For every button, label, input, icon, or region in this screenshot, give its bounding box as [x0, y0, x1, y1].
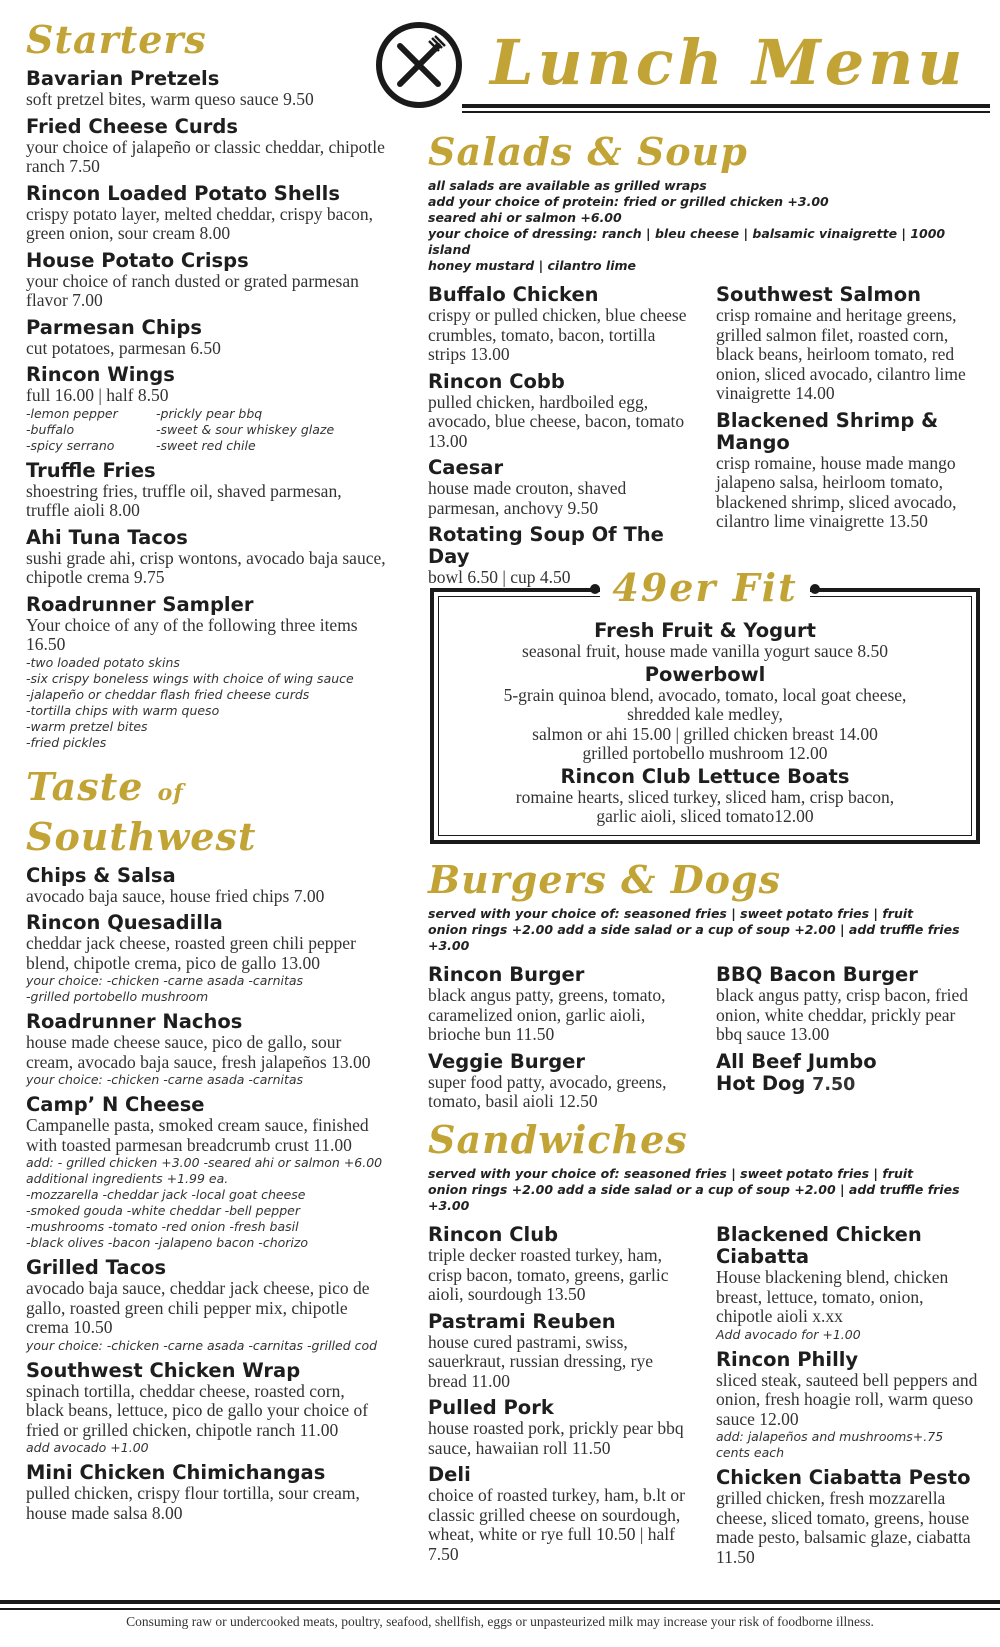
salads-notes [428, 178, 988, 274]
item-desc: cheddar jack cheese, roasted green chili pepper blend, chipotle crema, pico de gallo 13.00 [26, 933, 356, 973]
item-note: -black olives -bacon -jalapeno bacon -chorizo [26, 1235, 309, 1250]
item-desc: House blackening blend, chicken breast, lettuce, tomato, onion, chipotle aioli x.xx [716, 1267, 949, 1326]
item-name: Rincon Philly [716, 1347, 859, 1371]
fork-knife-icon [376, 22, 462, 108]
item-name: Roadrunner Nachos [26, 1010, 243, 1033]
burgers-left [428, 958, 696, 1114]
item-name: Powerbowl [644, 662, 766, 686]
burgers-right [716, 958, 984, 1114]
item-desc: house made cheese sauce, pico de gallo, sour cream, avocado baja sauce, fresh jalapeños 13.00 [26, 1032, 371, 1072]
item-desc: black angus patty, greens, tomato, caramelized onion, garlic aioli, brioche bun 11.50 [428, 985, 666, 1044]
item-desc: crisp romaine and heritage greens, grilled salmon filet, roasted corn, black beans, heirloom tomato, red onion, sliced avocado, cilantro lime vinaigrette 14.00 [716, 305, 966, 403]
item-note: additional ingredients +1.99 ea. [26, 1171, 229, 1186]
menu-item [26, 250, 386, 311]
menu-item [716, 410, 984, 532]
item-desc: house roasted pork, prickly pear bbq sauce, hawaiian roll 11.50 [428, 1418, 684, 1458]
item-desc: Your choice of any of the following three items 16.50 [26, 614, 358, 654]
menu-item [434, 620, 976, 662]
item-name: Blackened Chicken Ciabatta [716, 1223, 922, 1268]
section-note: -buffalo [26, 421, 75, 437]
item-desc: sushi grade ahi, crisp wontons, avocado baja sauce, chipotle crema 9.75 [26, 547, 386, 587]
menu-item [434, 664, 976, 764]
section-note: -spicy serrano [26, 437, 115, 453]
section-note: -six crispy boneless wings with choice of wing sauce [26, 670, 354, 686]
menu-item [26, 68, 386, 110]
item-name: Rincon Club Lettuce Boats [560, 764, 850, 788]
southwest-title-b: Southwest [26, 813, 257, 859]
item-name: Parmesan Chips [26, 315, 202, 339]
menu-item [716, 1224, 984, 1343]
item-desc: sliced steak, sauteed bell peppers and onion, fresh hoagie roll, warm queso sauce 12.00 [716, 1369, 978, 1429]
section-note: honey mustard | cilantro lime [428, 258, 636, 273]
item-note: add: - grilled chicken +3.00 -seared ahi or salmon +6.00 [26, 1155, 383, 1170]
footer-divider [0, 1600, 1000, 1604]
menu-item [428, 964, 696, 1045]
item-desc: house cured pastrami, swiss, sauerkraut, russian dressing, rye bread 11.00 [428, 1331, 654, 1391]
title-divider-thin [462, 111, 990, 113]
menu-item [26, 912, 386, 1005]
wing-flavors-left [26, 406, 138, 454]
menu-item [434, 766, 976, 827]
item-name: Southwest Chicken Wrap [26, 1358, 301, 1382]
item-desc: spinach tortilla, cheddar cheese, roasted corn, black beans, lettuce, pico de gallo your choice of fried or grilled chicken, chipotle ranch 11.00 [26, 1380, 369, 1440]
section-note: served with your choice of: seasoned fries | sweet potato fries | fruit [428, 1166, 914, 1181]
section-note: -two loaded potato skins [26, 654, 180, 670]
item-desc: black angus patty, crisp bacon, fried onion, white cheddar, prickly pear bbq sauce 13.00 [716, 985, 969, 1044]
item-desc: grilled chicken, fresh mozzarella cheese, sliced tomato, greens, house made pesto, balsamic glaze, ciabatta 11.50 [716, 1488, 971, 1567]
menu-item [716, 1467, 984, 1567]
starters-list [26, 68, 386, 358]
left-column [26, 18, 386, 1525]
salads-title: Salads & Soup [428, 129, 748, 174]
section-note: -prickly pear bbq [156, 405, 263, 421]
menu-item [716, 284, 984, 404]
section-note: onion rings +2.00 add a side salad or a cup of soup +2.00 | add truffle fries +3.00 [428, 1182, 960, 1213]
item-desc: crisp romaine, house made mango jalapeno salsa, heirloom tomato, blackened shrimp, sliced avocado, cilantro lime vinaigrette 13.50 [716, 452, 957, 531]
sandwiches-columns [428, 1218, 988, 1569]
menu-item [428, 284, 696, 365]
item-desc: pulled chicken, hardboiled egg, avocado, blue cheese, bacon, tomato 13.00 [428, 391, 685, 451]
item-desc: crispy or pulled chicken, blue cheese crumbles, tomato, bacon, tortilla strips 13.00 [428, 305, 687, 364]
section-note: seared ahi or salmon +6.00 [428, 210, 622, 225]
title-divider [462, 104, 990, 108]
item-desc-line: salmon or ahi 15.00 | grilled chicken breast 14.00 [532, 723, 878, 744]
item-name: Buffalo Chicken [428, 283, 599, 306]
section-note: -jalapeño or cheddar flash fried cheese curds [26, 686, 310, 702]
menu-item [26, 364, 386, 454]
burgers-title: Burgers & Dogs [428, 857, 781, 902]
item-note: your choice: -chicken -carne asada -carnitas -grilled cod [26, 1337, 378, 1353]
item-desc: Campanelle pasta, smoked cream sauce, finished with toasted parmesan breadcrumb crust 11.00 [26, 1115, 369, 1155]
section-note: -sweet & sour whiskey glaze [156, 421, 335, 437]
southwest-title-a: Taste [26, 763, 144, 809]
item-name: Caesar [428, 456, 504, 479]
item-desc-line: seasonal fruit, house made vanilla yogurt sauce 8.50 [522, 641, 888, 661]
item-desc: your choice of jalapeño or classic cheddar, chipotle ranch 7.50 [26, 136, 385, 176]
menu-item [716, 1051, 984, 1096]
burgers-columns [428, 958, 988, 1114]
menu-item [26, 1257, 386, 1354]
section-note: your choice of dressing: ranch | bleu cheese | balsamic vinaigrette | 1000 island [428, 226, 946, 257]
sandwiches-notes [428, 1166, 988, 1214]
item-name: Pulled Pork [428, 1396, 554, 1419]
item-desc: house made crouton, shaved parmesan, anchovy 9.50 [428, 478, 627, 518]
menu-item [26, 460, 386, 521]
fit-title-wrap [600, 560, 810, 616]
item-desc: super food patty, avocado, greens, tomato, basil aioli 12.50 [428, 1071, 667, 1111]
item-name: All Beef Jumbo [716, 1049, 877, 1073]
item-note: -grilled portobello mushroom [26, 989, 209, 1004]
starters-list-2 [26, 460, 386, 588]
section-note: add your choice of protein: fried or grilled chicken +3.00 [428, 194, 829, 209]
menu-item [26, 527, 386, 588]
sandwiches-title: Sandwiches [428, 1117, 688, 1162]
item-name: Fresh Fruit & Yogurt [594, 619, 816, 642]
item-name: Fried Cheese Curds [26, 114, 238, 138]
item-note: -mozzarella -cheddar jack -local goat cheese [26, 1187, 306, 1202]
item-name: Pastrami Reuben [428, 1309, 616, 1333]
sampler-notes [26, 655, 386, 751]
item-name: House Potato Crisps [26, 248, 249, 272]
southwest-title [26, 765, 386, 859]
menu-item [26, 1094, 386, 1251]
section-note: onion rings +2.00 add a side salad or a cup of soup +2.00 | add truffle fries +3.00 [428, 922, 960, 953]
sandwiches-section [428, 1118, 988, 1569]
item-desc: avocado baja sauce, house fried chips 7.00 [26, 885, 325, 906]
salads-section [428, 130, 988, 590]
menu-item [716, 964, 984, 1045]
item-desc: full 16.00 | half 8.50 [26, 385, 169, 405]
wing-flavors [26, 406, 386, 454]
menu-item [26, 1011, 386, 1088]
menu-item [428, 457, 696, 518]
menu-item [26, 116, 386, 177]
item-desc: triple decker roasted turkey, ham, crisp bacon, tomato, greens, garlic aioli, sourdough 13.50 [428, 1245, 669, 1304]
item-desc: choice of roasted turkey, ham, b.lt or classic grilled cheese on sourdough, wheat, white or rye full 10.50 | half 7.50 [428, 1485, 685, 1564]
item-name: Southwest Salmon [716, 283, 921, 306]
southwest-list [26, 865, 386, 1524]
salads-right [716, 278, 984, 590]
fit-box [430, 588, 980, 844]
item-name: Camp’ N Cheese [26, 1093, 205, 1116]
menu-item [26, 865, 386, 907]
item-desc: soft pretzel bites, warm queso sauce 9.50 [26, 89, 314, 109]
item-name-line2 [716, 1073, 984, 1096]
menu-item [428, 1464, 696, 1564]
fit-title: 49er Fit [612, 565, 798, 610]
item-desc-line: garlic aioli, sliced tomato12.00 [596, 806, 814, 826]
southwest-title-of: of [157, 779, 184, 806]
item-desc-line: 5-grain quinoa blend, avocado, tomato, local goat cheese, [503, 684, 907, 705]
item-desc-line: grilled portobello mushroom 12.00 [582, 743, 828, 763]
item-note: -smoked gouda -white cheddar -bell pepper [26, 1203, 300, 1218]
footer-divider-thin [0, 1608, 1000, 1610]
item-note: Add avocado for +1.00 [716, 1326, 861, 1342]
item-name: Veggie Burger [428, 1049, 586, 1073]
section-note: served with your choice of: seasoned fries | sweet potato fries | fruit [428, 906, 914, 921]
menu-item [428, 1397, 696, 1458]
fit-list [434, 618, 976, 829]
sandwiches-right [716, 1218, 984, 1569]
sandwiches-left [428, 1218, 696, 1569]
item-name: Rotating Soup Of The Day [428, 523, 664, 568]
item-name: Deli [428, 1463, 471, 1486]
fit-title-dot-left [590, 584, 600, 594]
item-note: cents each [716, 1445, 785, 1460]
menu-item [428, 1224, 696, 1305]
item-note: your choice: -chicken -carne asada -carnitas [26, 1072, 304, 1087]
starters-title: Starters [26, 17, 207, 62]
item-note: your choice: -chicken -carne asada -carnitas [26, 973, 304, 988]
menu-item [26, 1360, 386, 1457]
item-name: Roadrunner Sampler [26, 592, 254, 616]
salads-columns [428, 278, 988, 590]
item-desc: avocado baja sauce, cheddar jack cheese, pico de gallo, roasted green chili pepper mix, chipotle crema 10.50 [26, 1278, 370, 1337]
burgers-notes [428, 906, 988, 954]
menu-item [26, 1462, 386, 1523]
item-name: Chips & Salsa [26, 863, 176, 887]
menu-item [428, 1051, 696, 1112]
fit-title-dot-right [810, 584, 820, 594]
item-name: Rincon Loaded Potato Shells [26, 181, 340, 205]
hotdog-name: Hot Dog [716, 1071, 806, 1095]
item-note: add avocado +1.00 [26, 1440, 149, 1455]
page-title: Lunch Menu [490, 26, 967, 99]
item-name: Blackened Shrimp & Mango [716, 408, 939, 454]
hotdog-price: 7.50 [812, 1074, 856, 1095]
section-note: -lemon pepper [26, 405, 118, 421]
salads-left [428, 278, 696, 590]
item-name: Rincon Club [428, 1223, 559, 1246]
item-name: Grilled Tacos [26, 1256, 167, 1279]
menu-item [716, 1349, 984, 1462]
item-name: Truffle Fries [26, 458, 156, 482]
section-note: -tortilla chips with warm queso [26, 702, 220, 718]
item-name: Chicken Ciabatta Pesto [716, 1466, 971, 1489]
item-name: Ahi Tuna Tacos [26, 525, 188, 549]
item-desc: bowl 6.50 | cup 4.50 [428, 567, 571, 587]
section-note: all salads are available as grilled wraps [428, 178, 707, 193]
item-desc: crispy potato layer, melted cheddar, crispy bacon, green onion, sour cream 8.00 [26, 203, 374, 243]
item-name: Mini Chicken Chimichangas [26, 1461, 326, 1484]
item-note: add: jalapeños and mushrooms+.75 [716, 1429, 944, 1444]
menu-item [428, 371, 696, 452]
item-desc: pulled chicken, crispy flour tortilla, sour cream, house made salsa 8.00 [26, 1483, 360, 1523]
section-note: -warm pretzel bites [26, 718, 148, 734]
item-name: Rincon Quesadilla [26, 911, 223, 934]
menu-item [26, 183, 386, 244]
item-desc-line: romaine hearts, sliced turkey, sliced ham, crisp bacon, [515, 786, 895, 807]
item-name: Rincon Cobb [428, 369, 565, 393]
item-name: BBQ Bacon Burger [716, 963, 918, 986]
section-note: -sweet red chile [156, 437, 256, 453]
menu-item [26, 317, 386, 359]
item-note: -mushrooms -tomato -red onion -fresh basil [26, 1219, 299, 1234]
menu-item [26, 594, 386, 751]
footer-disclaimer: Consuming raw or undercooked meats, poultry, seafood, shellfish, eggs or unpasteurized milk may increase your risk of foodborne illness. [126, 1614, 874, 1629]
wing-flavors-right [156, 406, 334, 454]
menu-item [428, 1311, 696, 1392]
item-name: Rincon Wings [26, 363, 175, 386]
item-desc-line: shredded kale medley, [627, 704, 783, 724]
item-desc: cut potatoes, parmesan 6.50 [26, 337, 221, 358]
section-note: -fried pickles [26, 734, 107, 750]
item-desc: your choice of ranch dusted or grated parmesan flavor 7.00 [26, 270, 359, 310]
item-desc: shoestring fries, truffle oil, shaved parmesan, truffle aioli 8.00 [26, 480, 342, 520]
item-name: Bavarian Pretzels [26, 67, 220, 90]
item-name: Rincon Burger [428, 963, 585, 986]
burgers-section [428, 858, 988, 1114]
